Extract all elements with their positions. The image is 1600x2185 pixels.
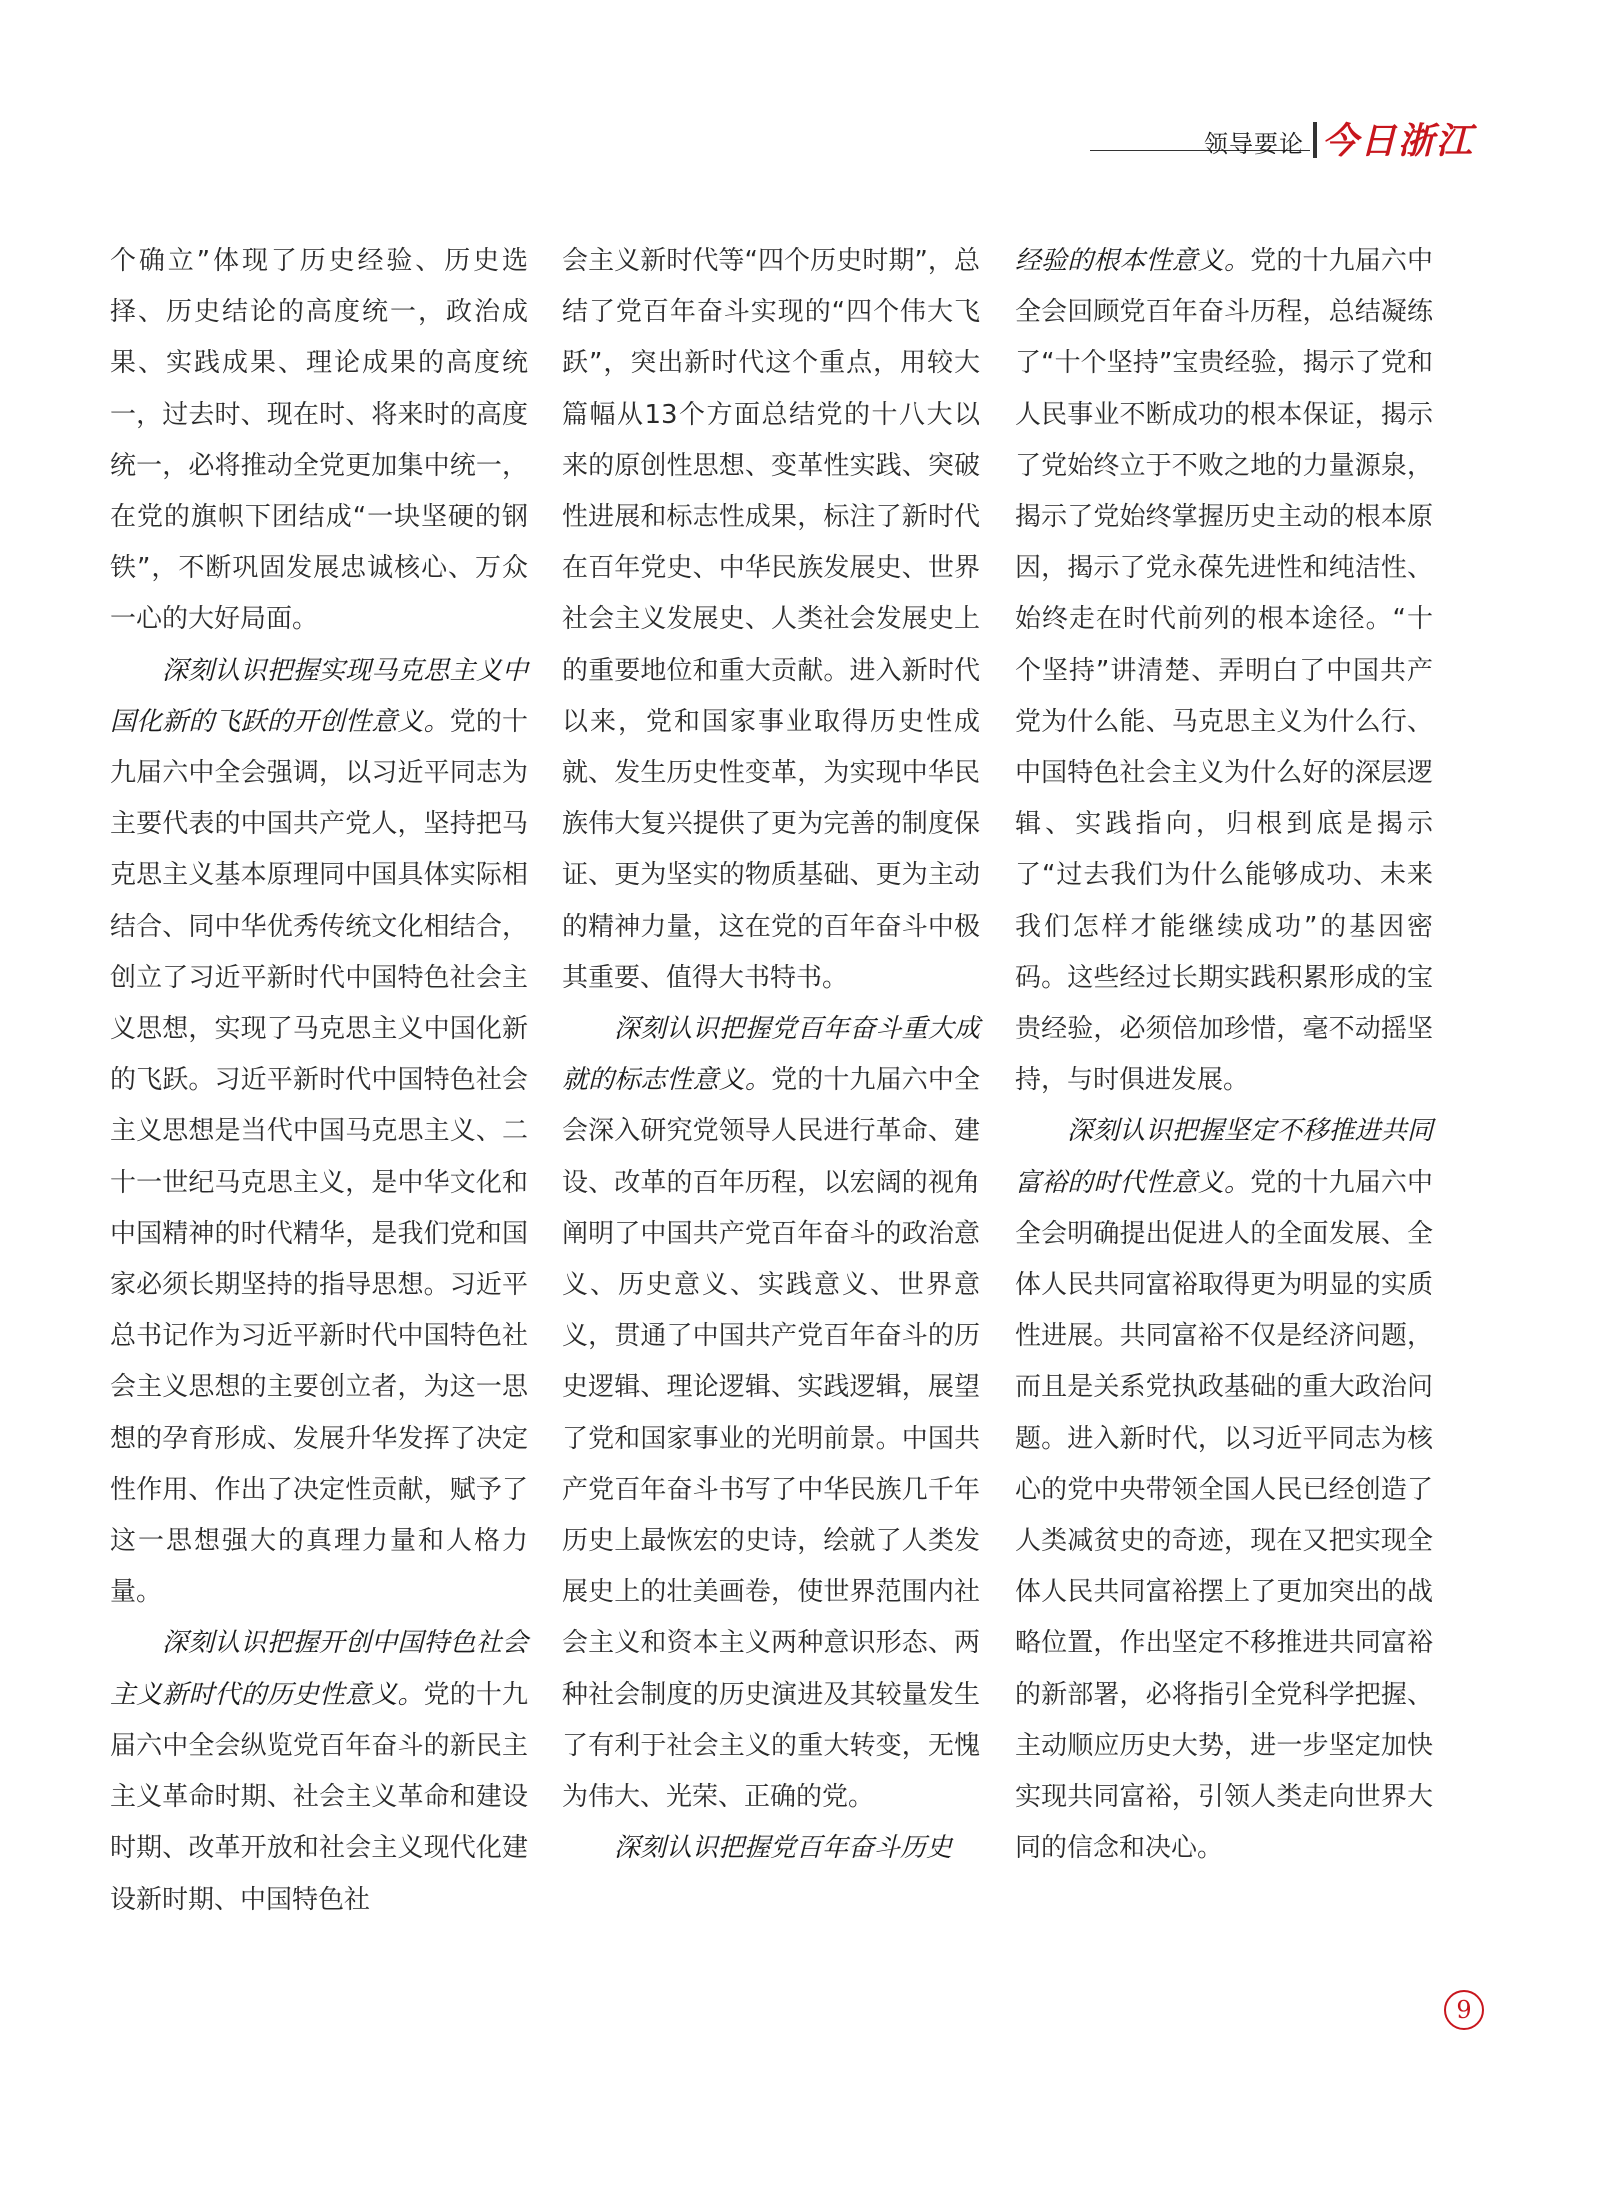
page-number: 9 (1444, 1990, 1484, 2030)
body-text: 党的十九届六中全会强调，以习近平同志为主要代表的中国共产党人，坚持把马克思主义基本原理同中国具体实际相结合、同中华优秀传统文化相结合，创立了习近平新时代中国特色社会主义思想，实现了马克思主义中国化新的飞跃。习近平新时代中国特色社会主义思想是当代中国马克思主义、二十一世纪马克思主义，是中华文化和中国精神的时代精华，是我们党和国家必须长期坚持的指导思想。习近平总书记作为习近平新时代中国特色社会主义思想的主要创立者，为这一思想的孕育形成、发展升华发挥了决定性作用、作出了决定性贡献，赋予了这一思想强大的真理力量和人格力量。 (110, 706, 528, 1608)
body-text: 党的十九届六中全会纵览党百年奋斗的新民主主义革命时期、社会主义革命和建设时期、改革开放和社会主义现代化建设新时期、中国特色社 (110, 1679, 528, 1915)
paragraph (562, 1004, 980, 1823)
body-text: 会主义新时代等“四个历史时期”，总结了党百年奋斗实现的“四个伟大飞跃”，突出新时代这个重点，用较大篇幅从13个方面总结党的十八大以来的原创性思想、变革性实践、突破性进展和标志性成果，标注了新时代在百年党史、中华民族发展史、世界社会主义发展史、人类社会发展史上的重要地位和重大贡献。进入新时代以来，党和国家事业取得历史性成就、发生历史性变革，为实现中华民族伟大复兴提供了更为完善的制度保证、更为坚实的物质基础、更为主动的精神力量，这在党的百年奋斗中极其重要、值得大书特书。 (562, 246, 980, 993)
paragraph (1015, 1106, 1433, 1874)
section-title: 领导要论 (1204, 130, 1304, 158)
text-column-3 (1015, 236, 1433, 1875)
paragraph (562, 236, 980, 1004)
text-column-2 (562, 236, 980, 1875)
subheading: 深刻认识把握开创中国特色社会主义新时代的历史性意义。 (110, 1628, 528, 1710)
paragraph (110, 646, 528, 1619)
paragraph (1015, 236, 1433, 1106)
body-text: 党的十九届六中全会深入研究党领导人民进行革命、建设、改革的百年历程，以宏阔的视角阐明了中国共产党百年奋斗的政治意义、历史意义、实践意义、世界意义，贯通了中国共产党百年奋斗的历史逻辑、理论逻辑、实践逻辑，展望了党和国家事业的光明前景。中国共产党百年奋斗书写了中华民族几千年历史上最恢宏的史诗，绘就了人类发展史上的壮美画卷，使世界范围内社会主义和资本主义两种意识形态、两种社会制度的历史演进及其较量发生了有利于社会主义的重大转变，无愧为伟大、光荣、正确的党。 (562, 1065, 980, 1813)
subheading: 深刻认识把握坚定不移推进共同富裕的时代性意义。 (1015, 1116, 1433, 1198)
paragraph (110, 1618, 528, 1925)
subheading: 深刻认识把握党百年奋斗重大成就的标志性意义。 (562, 1014, 980, 1096)
paragraph (562, 1823, 980, 1874)
body-text: 个确立”体现了历史经验、历史选择、历史结论的高度统一，政治成果、实践成果、理论成果的高度统一，过去时、现在时、将来时的高度统一，必将推动全党更加集中统一，在党的旗帜下团结成“一块坚硬的钢铁”，不断巩固发展忠诚核心、万众一心的大好局面。 (110, 246, 528, 635)
subheading: 深刻认识把握实现马克思主义中国化新的飞跃的开创性意义。 (110, 655, 528, 737)
body-text: 党的十九届六中全会明确提出促进人的全面发展、全体人民共同富裕取得更为明显的实质性进展。共同富裕不仅是经济问题，而且是关系党执政基础的重大政治问题。进入新时代，以习近平同志为核心的党中央带领全国人民已经创造了人类减贫史的奇迹，现在又把实现全体人民共同富裕摆上了更加突出的战略位置，作出坚定不移推进共同富裕的新部署，必将指引全党科学把握、主动顺应历史大势，进一步坚定加快实现共同富裕，引领人类走向世界大同的信念和决心。 (1015, 1167, 1433, 1864)
paragraph (110, 236, 528, 646)
subheading: 深刻认识把握党百年奋斗历史 (614, 1833, 953, 1864)
subheading: 经验的根本性意义。 (1015, 246, 1251, 276)
header-divider (1313, 122, 1317, 158)
text-column-1 (110, 236, 528, 1926)
body-text: 党的十九届六中全会回顾党百年奋斗历程，总结凝练了“十个坚持”宝贵经验，揭示了党和人民事业不断成功的根本保证，揭示了党始终立于不败之地的力量源泉，揭示了党始终掌握历史主动的根本原因，揭示了党永葆先进性和纯洁性、始终走在时代前列的根本途径。“十个坚持”讲清楚、弄明白了中国共产党为什么能、马克思主义为什么行、中国特色社会主义为什么好的深层逻辑、实践指向，归根到底是揭示了“过去我们为什么能够成功、未来我们怎样才能继续成功”的基因密码。这些经过长期实践积累形成的宝贵经验，必须倍加珍惜，毫不动摇坚持，与时俱进发展。 (1015, 246, 1433, 1096)
magazine-logo: 今日浙江 (1322, 120, 1475, 162)
